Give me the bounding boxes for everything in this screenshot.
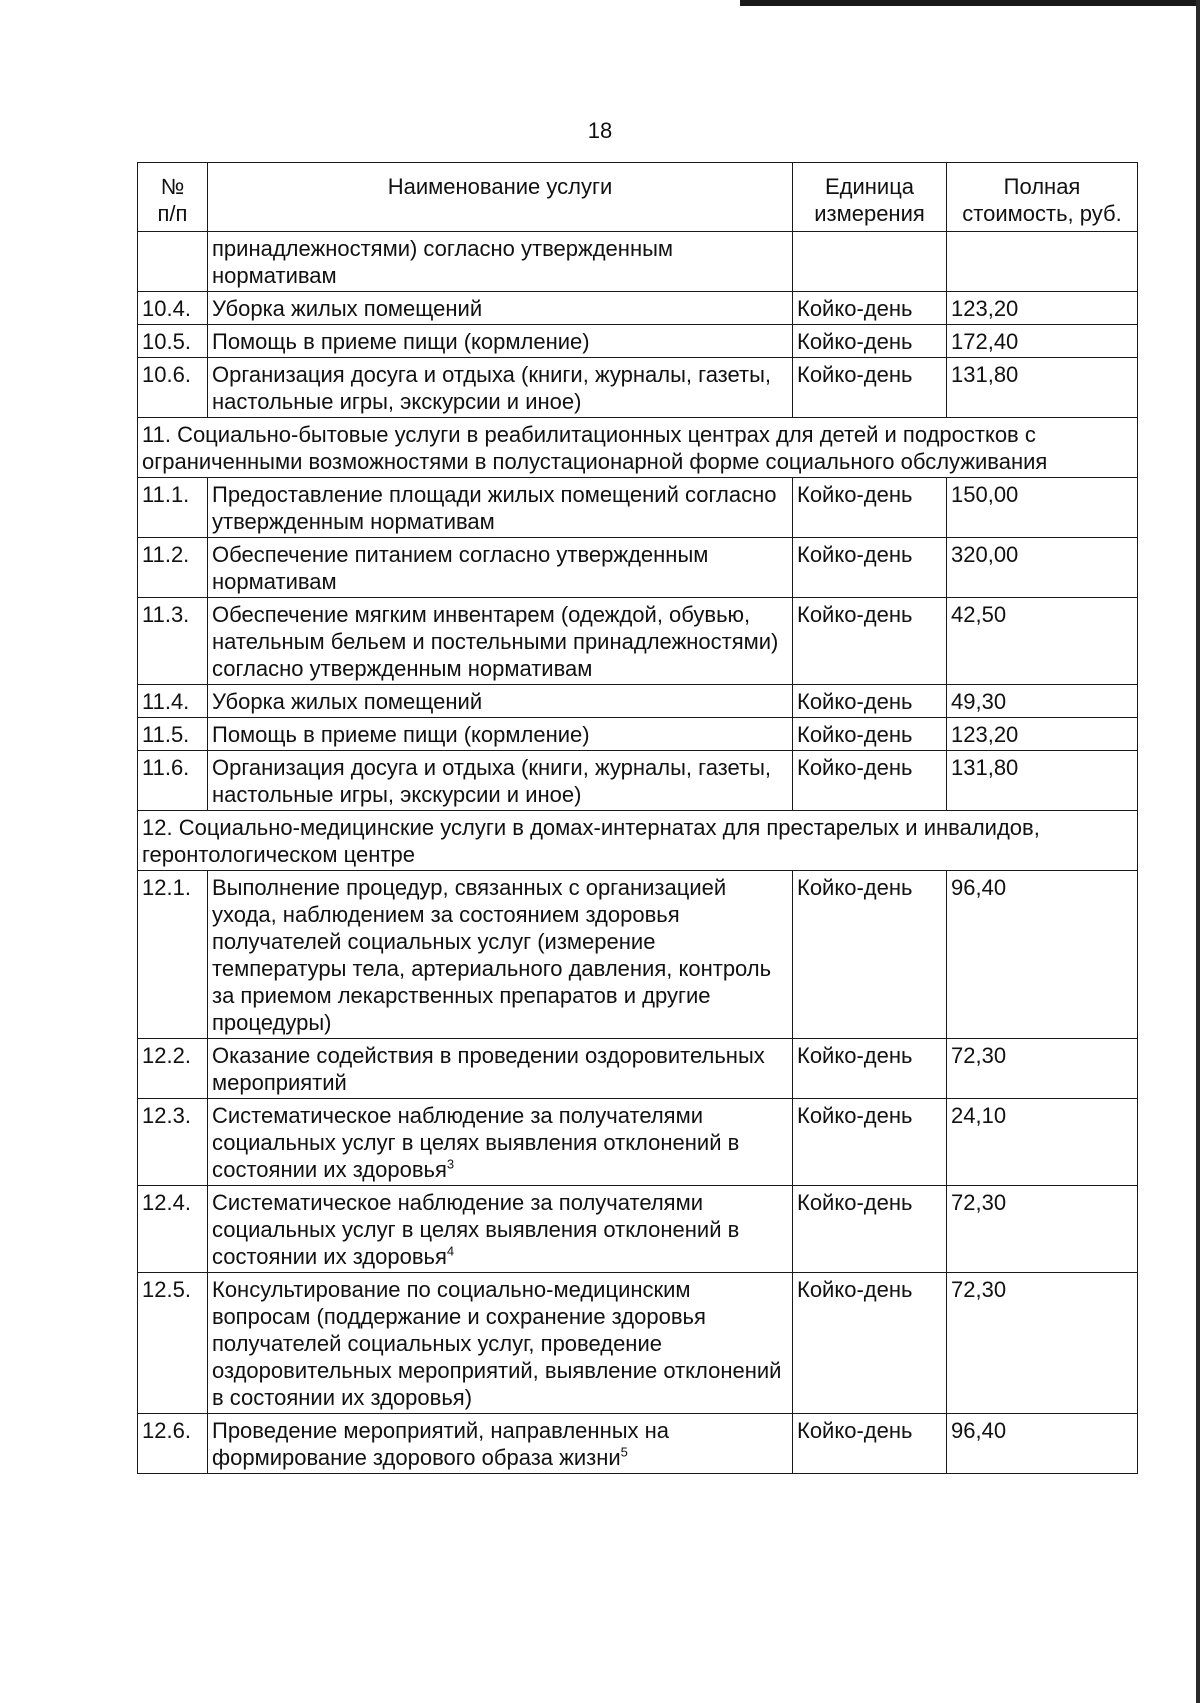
cell-name xyxy=(208,1099,793,1186)
table-row xyxy=(138,1039,1138,1099)
cell-num: 10.4. xyxy=(138,292,208,325)
table-row xyxy=(138,478,1138,538)
cell-cost: 24,10 xyxy=(947,1099,1138,1186)
table-row xyxy=(138,358,1138,418)
table-row xyxy=(138,751,1138,811)
cell-cost: 72,30 xyxy=(947,1273,1138,1414)
header-unit-line1: Единица xyxy=(824,174,915,199)
cell-name xyxy=(208,1414,793,1474)
cell-name: Помощь в приеме пищи (кормление) xyxy=(208,325,793,358)
cell-cost: 123,20 xyxy=(947,292,1138,325)
header-cost-line1: Полная xyxy=(1003,174,1081,199)
cell-num: 11.1. xyxy=(138,478,208,538)
cell-num: 11.3. xyxy=(138,598,208,685)
header-cost-line2: стоимость, руб. xyxy=(962,201,1122,226)
table-row-continued xyxy=(138,232,1138,292)
header-name-text: Наименование услуги xyxy=(387,174,613,199)
cell-num: 11.5. xyxy=(138,718,208,751)
cell-unit: Койко-день xyxy=(793,1273,947,1414)
header-num-line1: № xyxy=(160,174,185,199)
section-heading-11: 11. Социально-бытовые услуги в реабилитационных центрах для детей и подростков с ограниченными возможностями в полустационарной форме социального обслуживания xyxy=(138,418,1138,478)
cell-cost: 96,40 xyxy=(947,871,1138,1039)
section-row-12 xyxy=(138,811,1138,871)
cell-unit: Койко-день xyxy=(793,598,947,685)
table-header-row xyxy=(138,163,1138,232)
cell-num: 12.6. xyxy=(138,1414,208,1474)
cell-name: Обеспечение питанием согласно утвержденным нормативам xyxy=(208,538,793,598)
cell-name: Организация досуга и отдыха (книги, журналы, газеты, настольные игры, экскурсии и иное) xyxy=(208,358,793,418)
header-name xyxy=(208,163,793,232)
table-row xyxy=(138,685,1138,718)
cell-unit: Койко-день xyxy=(793,871,947,1039)
cell-cost: 131,80 xyxy=(947,751,1138,811)
cell-unit: Койко-день xyxy=(793,1414,947,1474)
footnote-marker: 5 xyxy=(620,1444,628,1460)
cell-num: 10.6. xyxy=(138,358,208,418)
table-row xyxy=(138,538,1138,598)
cell-name xyxy=(208,1186,793,1273)
header-num xyxy=(138,163,208,232)
table-row xyxy=(138,1273,1138,1414)
cell-name: Уборка жилых помещений xyxy=(208,292,793,325)
cell-cost: 96,40 xyxy=(947,1414,1138,1474)
cell-num: 12.3. xyxy=(138,1099,208,1186)
cell-name: Предоставление площади жилых помещений согласно утвержденным нормативам xyxy=(208,478,793,538)
cell-num: 10.5. xyxy=(138,325,208,358)
table-row xyxy=(138,598,1138,685)
cell-unit: Койко-день xyxy=(793,685,947,718)
cell-cost: 42,50 xyxy=(947,598,1138,685)
cell-unit xyxy=(793,232,947,292)
cell-name: Оказание содействия в проведении оздоровительных мероприятий xyxy=(208,1039,793,1099)
section-row-11 xyxy=(138,418,1138,478)
table-row xyxy=(138,325,1138,358)
cell-name: Выполнение процедур, связанных с организацией ухода, наблюдением за состоянием здоровья получателей социальных услуг (измерение температуры тела, артериального давления, контроль за приемом лекарственных препаратов и другие процедуры) xyxy=(208,871,793,1039)
table-row xyxy=(138,718,1138,751)
footnote-marker: 4 xyxy=(446,1243,455,1259)
scan-edge-top xyxy=(740,0,1200,6)
table-row xyxy=(138,871,1138,1039)
cell-unit: Койко-день xyxy=(793,1039,947,1099)
cell-name: Консультирование по социально-медицинским вопросам (поддержание и сохранение здоровья получателей социальных услуг, проведение оздоровительных мероприятий, выявление отклонений в состоянии их здоровья) xyxy=(208,1273,793,1414)
cell-num: 11.2. xyxy=(138,538,208,598)
cell-name: принадлежностями) согласно утвержденным нормативам xyxy=(208,232,793,292)
cell-unit: Койко-день xyxy=(793,1186,947,1273)
scan-edge-right xyxy=(1196,0,1200,1703)
table-row xyxy=(138,1099,1138,1186)
header-num-line2: п/п xyxy=(157,201,188,226)
cell-cost: 123,20 xyxy=(947,718,1138,751)
footnote-marker: 3 xyxy=(446,1156,455,1172)
cell-unit: Койко-день xyxy=(793,718,947,751)
cell-name-text: Систематическое наблюдение за получателями социальных услуг в целях выявления отклонений в состоянии их здоровья xyxy=(212,1103,740,1182)
cell-name-text: Систематическое наблюдение за получателями социальных услуг в целях выявления отклонений в состоянии их здоровья xyxy=(212,1190,740,1269)
cell-cost: 150,00 xyxy=(947,478,1138,538)
cell-unit: Койко-день xyxy=(793,325,947,358)
table-row xyxy=(138,1414,1138,1474)
cell-cost: 131,80 xyxy=(947,358,1138,418)
cell-name: Обеспечение мягким инвентарем (одеждой, обувью, нательным бельем и постельными принадлежностями) согласно утвержденным нормативам xyxy=(208,598,793,685)
cell-num: 12.4. xyxy=(138,1186,208,1273)
cell-num: 12.2. xyxy=(138,1039,208,1099)
cell-name: Уборка жилых помещений xyxy=(208,685,793,718)
cell-num xyxy=(138,232,208,292)
cell-unit: Койко-день xyxy=(793,751,947,811)
cell-cost: 49,30 xyxy=(947,685,1138,718)
cell-cost: 72,30 xyxy=(947,1039,1138,1099)
cell-unit: Койко-день xyxy=(793,478,947,538)
header-unit-line2: измерения xyxy=(814,201,925,226)
cell-unit: Койко-день xyxy=(793,292,947,325)
table-row xyxy=(138,1186,1138,1273)
header-unit xyxy=(793,163,947,232)
cell-name-text: Проведение мероприятий, направленных на формирование здорового образа жизни xyxy=(212,1418,670,1470)
cell-unit: Койко-день xyxy=(793,358,947,418)
cell-cost: 72,30 xyxy=(947,1186,1138,1273)
cell-cost: 172,40 xyxy=(947,325,1138,358)
page-number: 18 xyxy=(587,118,613,143)
cell-cost: 320,00 xyxy=(947,538,1138,598)
services-cost-table xyxy=(137,162,1138,1474)
section-heading-12: 12. Социально-медицинские услуги в домах-интернатах для престарелых и инвалидов, геронтологическом центре xyxy=(138,811,1138,871)
cell-num: 11.6. xyxy=(138,751,208,811)
cell-num: 12.1. xyxy=(138,871,208,1039)
cell-num: 11.4. xyxy=(138,685,208,718)
cell-cost xyxy=(947,232,1138,292)
cell-name: Помощь в приеме пищи (кормление) xyxy=(208,718,793,751)
header-cost xyxy=(947,163,1138,232)
table-row xyxy=(138,292,1138,325)
cell-num: 12.5. xyxy=(138,1273,208,1414)
cell-unit: Койко-день xyxy=(793,1099,947,1186)
cell-unit: Койко-день xyxy=(793,538,947,598)
cell-name: Организация досуга и отдыха (книги, журналы, газеты, настольные игры, экскурсии и иное) xyxy=(208,751,793,811)
